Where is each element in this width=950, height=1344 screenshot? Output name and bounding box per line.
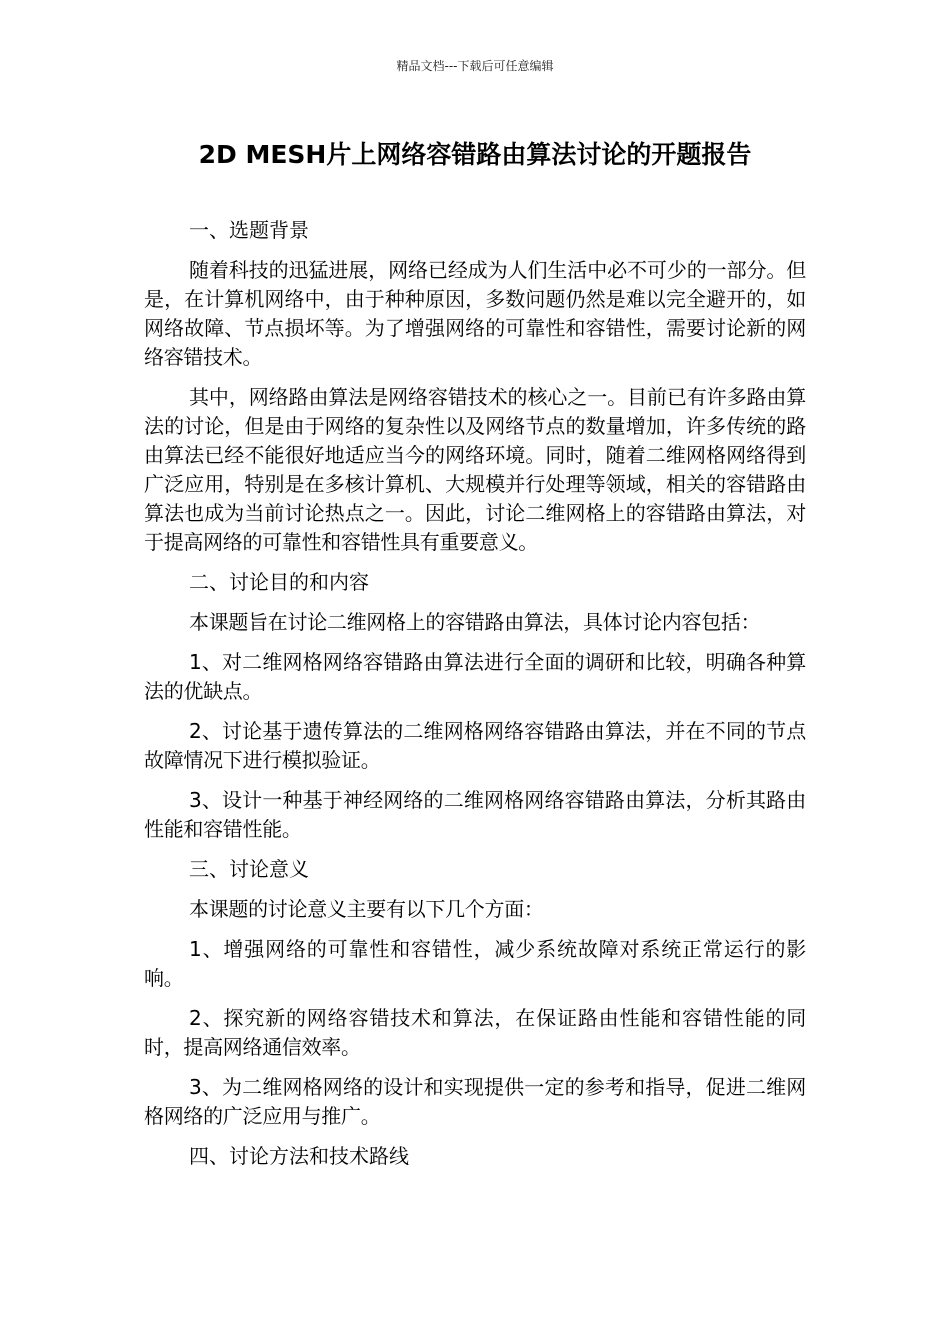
list-item: 2、讨论基于遗传算法的二维网格网络容错路由算法，并在不同的节点故障情况下进行模拟验证。 bbox=[144, 719, 806, 772]
document-title: 2D MESH片上网络容错路由算法讨论的开题报告 bbox=[198, 140, 752, 169]
list-item: 3、设计一种基于神经网络的二维网格网络容错路由算法，分析其路由性能和容错性能。 bbox=[144, 788, 806, 841]
paragraph: 随着科技的迅猛进展，网络已经成为人们生活中必不可少的一部分。但是，在计算机网络中，由于种种原因，多数问题仍然是难以完全避开的，如网络故障、节点损坏等。为了增强网络的可靠性和容错性，需要讨论新的网络容错技术。 bbox=[144, 258, 806, 369]
list-item: 3、为二维网格网络的设计和实现提供一定的参考和指导，促进二维网格网络的广泛应用与推广。 bbox=[144, 1075, 806, 1128]
paragraph: 本课题的讨论意义主要有以下几个方面： bbox=[189, 897, 544, 921]
section-methods bbox=[144, 1142, 806, 1171]
list-item: 1、对二维网格网络容错路由算法进行全面的调研和比较，明确各种算法的优缺点。 bbox=[144, 650, 806, 703]
section-background bbox=[144, 216, 806, 557]
section-significance bbox=[144, 855, 806, 1131]
list-item: 1、增强网络的可靠性和容错性，减少系统故障对系统正常运行的影响。 bbox=[144, 937, 806, 990]
list-item: 2、探究新的网络容错技术和算法，在保证路由性能和容错性能的同时，提高网络通信效率。 bbox=[144, 1006, 806, 1059]
section-purpose-content bbox=[144, 568, 806, 844]
section-heading: 四、讨论方法和技术路线 bbox=[189, 1144, 409, 1168]
section-heading: 三、讨论意义 bbox=[189, 857, 309, 881]
section-heading: 二、讨论目的和内容 bbox=[189, 570, 369, 594]
document-body bbox=[144, 216, 806, 1182]
paragraph: 本课题旨在讨论二维网格上的容错路由算法，具体讨论内容包括： bbox=[189, 610, 761, 634]
paragraph: 其中，网络路由算法是网络容错技术的核心之一。目前已有许多路由算法的讨论，但是由于网络的复杂性以及网络节点的数量增加，许多传统的路由算法已经不能很好地适应当今的网络环境。同时，随着二维网格网络得到广泛应用，特别是在多核计算机、大规模并行处理等领域，相关的容错路由算法也成为当前讨论热点之一。因此，讨论二维网格上的容错路由算法，对于提高网络的可靠性和容错性具有重要意义。 bbox=[144, 385, 806, 554]
page-header: 精品文档---下载后可任意编辑 bbox=[396, 59, 554, 73]
section-heading: 一、选题背景 bbox=[189, 218, 309, 242]
